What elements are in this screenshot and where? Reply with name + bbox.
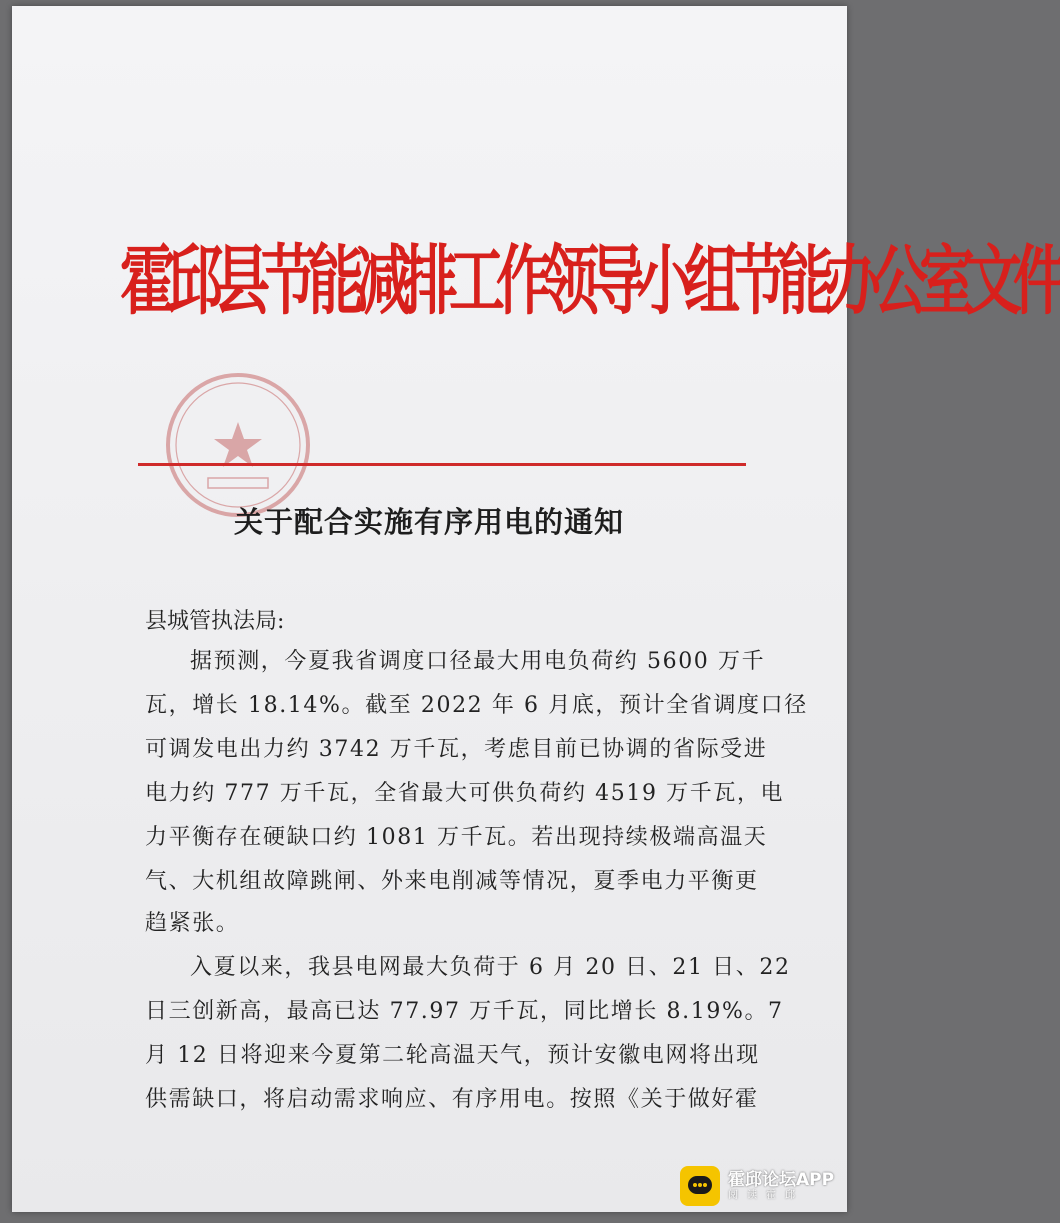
- notice-title: 关于配合实施有序用电的通知: [234, 505, 625, 539]
- forum-app-logo-icon: [680, 1166, 720, 1206]
- header-divider: [138, 463, 746, 466]
- watermark-subtitle: 阅读霍邱: [728, 1189, 804, 1201]
- body-line: 趋紧张。: [145, 911, 240, 936]
- body-line: 月 12 日将迎来今夏第二轮高温天气，预计安徽电网将出现: [145, 1043, 760, 1068]
- body-line: 入夏以来，我县电网最大负荷于 6 月 20 日、21 日、22: [190, 955, 791, 980]
- addressee: 县城管执法局:: [145, 609, 285, 634]
- document-page: [12, 6, 1060, 1212]
- body-line: 力平衡存在硬缺口约 1081 万千瓦。若出现持续极端高温天: [145, 825, 768, 850]
- app-watermark: [680, 1164, 834, 1208]
- watermark-name: 霍邱论坛APP: [728, 1170, 835, 1191]
- body-line: 日三创新高，最高已达 77.97 万千瓦，同比增长 8.19%。7: [145, 999, 784, 1024]
- body-line: 瓦，增长 18.14%。截至 2022 年 6 月底，预计全省调度口径: [145, 693, 808, 718]
- body-line: 可调发电出力约 3742 万千瓦，考虑目前已协调的省际受进: [145, 737, 768, 762]
- body-line: 据预测，今夏我省调度口径最大用电负荷约 5600 万千: [190, 649, 766, 674]
- body-line: 供需缺口，将启动需求响应、有序用电。按照《关于做好霍: [145, 1087, 759, 1112]
- body-line: 气、大机组故障跳闸、外来电削减等情况，夏季电力平衡更: [145, 869, 759, 894]
- document-header-title: 霍邱县节能减排工作领导小组节能办公室文件: [120, 236, 1060, 326]
- body-line: 电力约 777 万千瓦，全省最大可供负荷约 4519 万千瓦，电: [145, 781, 785, 806]
- official-seal-stamp: [150, 370, 326, 520]
